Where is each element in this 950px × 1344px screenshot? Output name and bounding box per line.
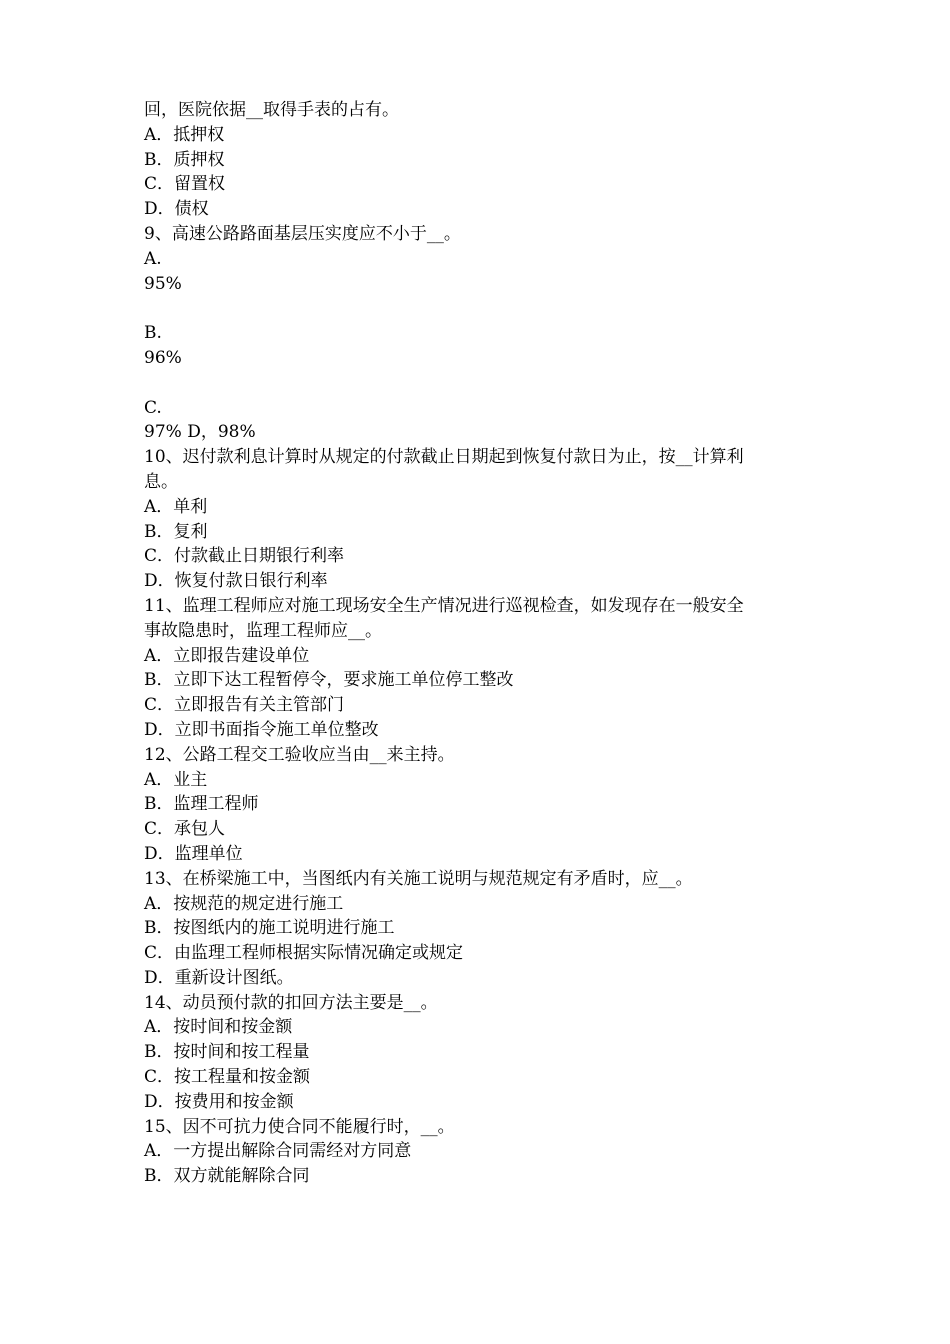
question-11-continued: 事故隐患时，监理工程师应__。 xyxy=(144,620,382,641)
option-line: B．监理工程师 xyxy=(144,794,259,815)
document-body xyxy=(144,98,824,1189)
option-line: B．复利 xyxy=(144,521,208,542)
option-line: A．抵押权 xyxy=(144,124,225,145)
option-line: A．业主 xyxy=(144,769,208,790)
option-line: B．按图纸内的施工说明进行施工 xyxy=(144,918,395,939)
option-line: C．按工程量和按金额 xyxy=(144,1067,311,1088)
question-9: 9、高速公路路面基层压实度应不小于__。 xyxy=(144,223,461,244)
option-line: A．一方提出解除合同需经对方同意 xyxy=(144,1141,412,1162)
option-line: D．重新设计图纸。 xyxy=(144,967,294,988)
question-12: 12、公路工程交工验收应当由__来主持。 xyxy=(144,744,455,765)
text-line: 回，医院依据__取得手表的占有。 xyxy=(144,100,399,120)
option-line: D．恢复付款日银行利率 xyxy=(144,571,328,592)
option-line: A．按规范的规定进行施工 xyxy=(144,893,344,914)
question-14: 14、动员预付款的扣回方法主要是__。 xyxy=(144,992,438,1013)
option-line: C．付款截止日期银行利率 xyxy=(144,546,345,567)
question-11: 11、监理工程师应对施工现场安全生产情况进行巡视检查，如发现存在一般安全 xyxy=(144,595,744,616)
blank-line xyxy=(144,296,824,321)
option-line: C．立即报告有关主管部门 xyxy=(144,695,345,716)
option-line: B．立即下达工程暂停令，要求施工单位停工整改 xyxy=(144,670,514,691)
option-line: D．债权 xyxy=(144,199,209,220)
option-line: C．承包人 xyxy=(144,819,226,840)
option-line: B. xyxy=(144,323,162,344)
option-line: D．按费用和按金额 xyxy=(144,1091,294,1112)
option-line: C．由监理工程师根据实际情况确定或规定 xyxy=(144,943,464,964)
question-13: 13、在桥梁施工中，当图纸内有关施工说明与规范规定有矛盾时，应__。 xyxy=(144,868,693,889)
option-line: B．质押权 xyxy=(144,149,225,170)
question-10: 10、迟付款利息计算时从规定的付款截止日期起到恢复付款日为止，按__计算利 xyxy=(144,447,744,468)
option-value: 96% xyxy=(144,347,182,368)
option-line: A．单利 xyxy=(144,496,208,517)
question-15: 15、因不可抗力使合同不能履行时，__。 xyxy=(144,1116,455,1137)
option-line: A．立即报告建设单位 xyxy=(144,645,310,666)
option-line: D．监理单位 xyxy=(144,843,243,864)
option-line: D．立即书面指令施工单位整改 xyxy=(144,719,379,740)
option-line: C．留置权 xyxy=(144,174,226,195)
option-line: B．双方就能解除合同 xyxy=(144,1166,310,1187)
option-value: 95% xyxy=(144,273,182,294)
blank-line xyxy=(144,371,824,396)
option-line: A. xyxy=(144,248,162,269)
option-line: B．按时间和按工程量 xyxy=(144,1042,310,1063)
option-line: C. xyxy=(144,397,162,418)
option-line: A．按时间和按金额 xyxy=(144,1017,293,1038)
question-10-continued: 息。 xyxy=(144,471,178,492)
option-value: 97% D，98% xyxy=(144,422,256,443)
